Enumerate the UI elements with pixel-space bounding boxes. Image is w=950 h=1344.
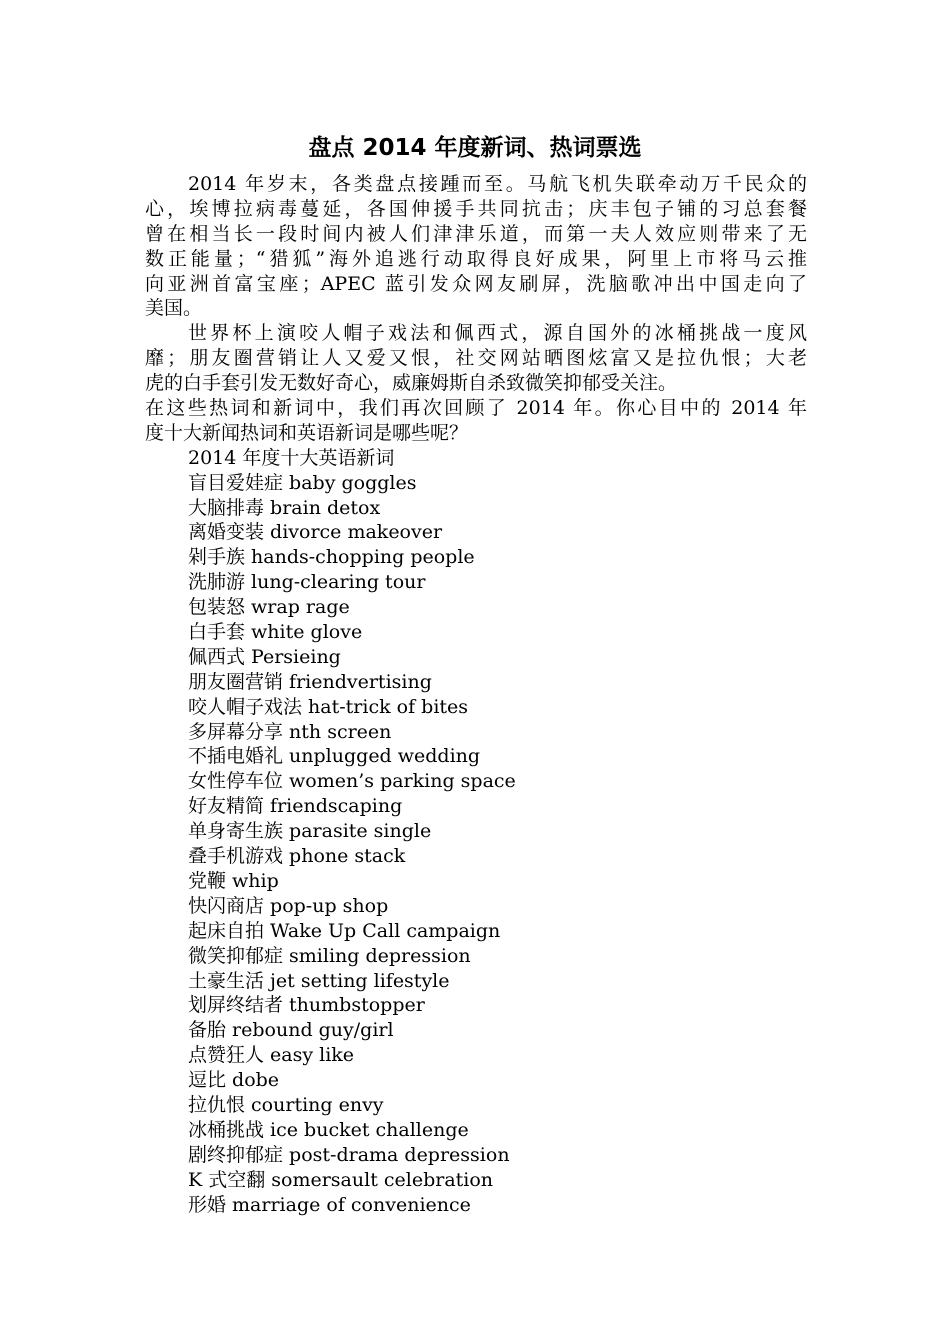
list-item: 备胎 rebound guy/girl	[188, 1019, 394, 1042]
list-item: 好友精简 friendscaping	[188, 795, 403, 818]
list-item: 白手套 white glove	[188, 621, 363, 644]
list-item: K 式空翻 somersault celebration	[188, 1168, 494, 1191]
list-item: 叠手机游戏 phone stack	[188, 845, 406, 868]
paragraph-3-line-2: 度十大新闻热词和英语新词是哪些呢？	[145, 421, 469, 444]
paragraph-2-line-3: 虎的白手套引发无数好奇心，威廉姆斯自杀致微笑抑郁受关注。	[145, 372, 678, 395]
list-item: 形婚 marriage of convenience	[188, 1193, 471, 1216]
list-item: 多屏幕分享 nth screen	[188, 720, 392, 743]
list-item: 大脑排毒 brain detox	[188, 496, 381, 519]
list-item: 拉仇恨 courting envy	[188, 1093, 384, 1116]
list-item: 盲目爱娃症 baby goggles	[188, 471, 417, 494]
document-body	[145, 172, 807, 1217]
list-item: 剁手族 hands-chopping people	[188, 546, 475, 569]
paragraph-1-line-4: 数正能量；“猎狐”海外追逃行动取得良好成果，阿里上市将马云推	[145, 247, 807, 270]
document-title: 盘点 2014 年度新词、热词票选	[308, 135, 642, 161]
paragraph-1-line-3: 曾在相当长一段时间内被人们津津乐道，而第一夫人效应则带来了无	[145, 222, 807, 245]
list-item: 逗比 dobe	[188, 1069, 280, 1092]
list-item: 离婚变装 divorce makeover	[188, 521, 443, 544]
list-item: 咬人帽子戏法 hat-trick of bites	[188, 695, 469, 718]
paragraph-2-line-1: 世界杯上演咬人帽子戏法和佩西式，源自国外的冰桶挑战一度风	[188, 322, 807, 345]
word-list-heading: 2014 年度十大英语新词	[188, 446, 395, 469]
list-item: 土豪生活 jet setting lifestyle	[188, 969, 450, 992]
list-item: 剧终抑郁症 post-drama depression	[188, 1143, 510, 1166]
list-item: 冰桶挑战 ice bucket challenge	[188, 1118, 469, 1141]
paragraph-2-line-2: 靡；朋友圈营销让人又爱又恨，社交网站晒图炫富又是拉仇恨；大老	[145, 347, 807, 370]
list-item: 点赞狂人 easy like	[188, 1044, 355, 1067]
list-item: 女性停车位 women’s parking space	[188, 770, 516, 793]
list-item: 党鞭 whip	[188, 869, 279, 892]
list-item: 划屏终结者 thumbstopper	[188, 994, 425, 1017]
paragraph-3-line-1: 在这些热词和新词中，我们再次回顾了 2014 年。你心目中的 2014 年	[145, 397, 807, 420]
paragraph-1-line-6: 美国。	[145, 297, 203, 320]
list-item: 朋友圈营销 friendvertising	[188, 670, 432, 693]
list-item: 快闪商店 pop-up shop	[188, 894, 389, 917]
list-item: 包装怒 wrap rage	[188, 596, 350, 619]
list-item: 不插电婚礼 unplugged wedding	[188, 745, 481, 768]
list-item: 单身寄生族 parasite single	[188, 820, 432, 843]
list-item: 洗肺游 lung-clearing tour	[188, 571, 426, 594]
paragraph-1-line-1: 2014 年岁末，各类盘点接踵而至。马航飞机失联牵动万千民众的	[188, 173, 807, 195]
word-list	[145, 471, 807, 1218]
paragraph-1-line-2: 心，埃博拉病毒蔓延，各国伸援手共同抗击；庆丰包子铺的习总套餐	[145, 197, 807, 220]
list-item: 佩西式 Persieing	[188, 645, 341, 668]
list-item: 微笑抑郁症 smiling depression	[188, 944, 471, 967]
list-item: 起床自拍 Wake Up Call campaign	[188, 919, 501, 942]
paragraph-1-line-5: 向亚洲首富宝座；APEC 蓝引发众网友刷屏，洗脑歌冲出中国走向了	[145, 272, 807, 295]
